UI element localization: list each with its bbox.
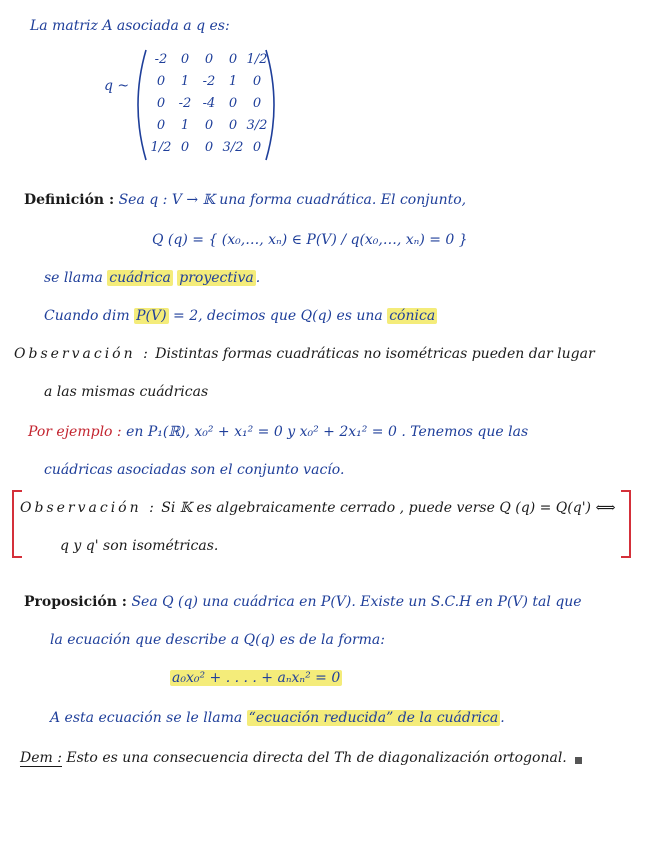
matrix-cell: 0 [252,74,262,89]
proposition-line2: la ecuación que describe a Q(q) es de la forma: [50,632,385,648]
example-text: en P₁(ℝ), x₀² + x₁² = 0 y x₀² + 2x₁² = 0 . Tenemos que las [126,424,529,440]
proof-line [20,750,567,766]
matrix-cell: -2 [178,96,192,111]
matrix-cell: -2 [202,74,216,89]
matrix-cell: 0 [252,96,262,111]
matrix-row [150,140,268,156]
proposition-heading: Proposición : [24,594,127,610]
proposition-equation-wrap [170,670,342,686]
matrix-cell: 1/2 [246,52,268,67]
matrix-cell: 1 [180,118,190,133]
matrix-cell: -2 [154,52,168,67]
example-line2: cuádricas asociadas son el conjunto vacío. [44,462,345,478]
matrix-cell: 0 [252,140,262,155]
definition-named-line [44,270,260,286]
definition-named-pre: se llama [44,270,103,286]
definition-term-proyectiva: proyectiva [179,270,254,286]
observation2-box-right [621,490,631,558]
proposition-equation: a₀x₀² + . . . . + aₙxₙ² = 0 [172,670,341,686]
observation2-line [20,500,616,516]
definition-conic-pre: Cuando dim [44,308,130,324]
proof-text: Esto es una consecuencia directa del Th de diagonalización ortogonal. [66,750,567,766]
matrix-cell: 1 [228,74,238,89]
matrix-cell: 0 [156,118,166,133]
qed-square-icon [575,757,582,764]
observation1-text: Distintas formas cuadráticas no isométricas pueden dar lugar [155,346,595,362]
matrix-row [150,118,268,134]
matrix-cell: 3/2 [246,118,268,133]
proposition-line [24,594,582,610]
example-line [28,424,528,440]
intro-text: La matriz A asociada a q es: [30,18,230,34]
matrix-cell: 0 [204,118,214,133]
definition-heading: Definición : [24,192,115,208]
observation1-line2: a las mismas cuádricas [44,384,209,400]
matrix-cell: 0 [228,52,238,67]
observation1-line [14,346,595,362]
matrix-cell: 0 [180,140,190,155]
matrix-cell: 1/2 [150,140,172,155]
observation2-heading: Observación : [20,500,157,516]
matrix-cell: 3/2 [222,140,244,155]
observation2-line2: q y q' son isométricas. [60,538,219,554]
observation2-text: Si 𝕂 es algebraicamente cerrado , puede verse Q (q) = Q(q') ⟺ [161,500,616,516]
example-heading: Por ejemplo : [28,424,122,440]
matrix-cell: 0 [156,74,166,89]
matrix-cell: 0 [156,96,166,111]
matrix-cell: 0 [204,140,214,155]
definition-term-conica: cónica [389,308,436,324]
matrix-row [150,74,268,90]
proposition-term-reduced: “ecuación reducida” de la cuádrica [248,710,499,726]
matrix-cell: 0 [180,52,190,67]
definition-term-cuadrica: cuádrica [109,270,171,286]
proposition-line3-pre: A esta ecuación se le llama [50,710,243,726]
matrix-cell: 0 [228,118,238,133]
observation1-heading: Observación : [14,346,151,362]
matrix-cell: 0 [228,96,238,111]
definition-text: Sea q : V → 𝕂 una forma cuadrática. El conjunto, [118,192,467,208]
proof-heading: Dem : [20,750,62,766]
definition-conic-line [44,308,437,324]
matrix-row [150,96,268,112]
definition-named-post: . [255,270,261,286]
definition-conic-mid: = 2, decimos que Q(q) es una [173,308,383,324]
matrix-cell: -4 [202,96,216,111]
proposition-text: Sea Q (q) una cuádrica en P(V). Existe un S.C.H en P(V) tal que [131,594,582,610]
matrix-label: q ~ [104,78,130,94]
matrix-row [150,52,268,68]
definition-conic-pv: P(V) [136,308,167,324]
proposition-line3 [50,710,505,726]
proposition-line3-post: . [500,710,505,726]
definition-formula: Q (q) = { (x₀,…, xₙ) ∈ P(V) / q(x₀,…, xₙ) = 0 } [152,232,468,248]
matrix [132,46,280,164]
definition-line [24,192,466,208]
matrix-cell: 1 [180,74,190,89]
matrix-cell: 0 [204,52,214,67]
